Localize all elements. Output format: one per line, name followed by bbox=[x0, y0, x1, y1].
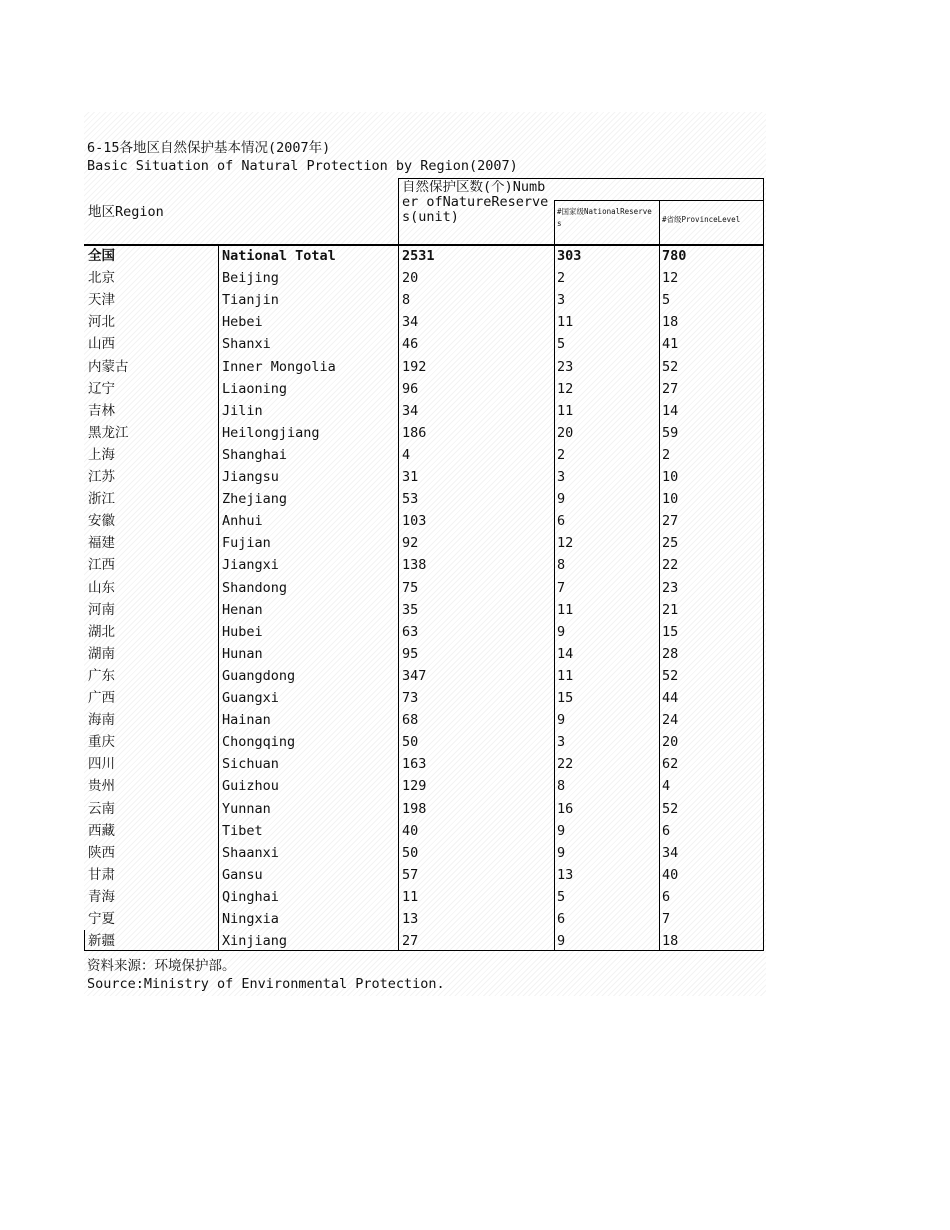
cell-region-en: Shanghai bbox=[222, 446, 288, 463]
cell-national: 6 bbox=[557, 513, 566, 530]
cell-region-cn: 四川 bbox=[88, 756, 115, 773]
col-line-left-stub bbox=[84, 930, 85, 951]
cell-region-en: Hebei bbox=[222, 314, 263, 331]
cell-province: 18 bbox=[662, 933, 679, 950]
col-line-right bbox=[763, 178, 764, 951]
cell-region-cn: 天津 bbox=[88, 292, 115, 309]
cell-region-cn: 上海 bbox=[88, 446, 115, 463]
cell-province: 27 bbox=[662, 380, 679, 397]
cell-province: 14 bbox=[662, 402, 679, 419]
cell-national: 3 bbox=[557, 734, 566, 751]
cell-total: 95 bbox=[402, 645, 419, 662]
cell-province: 5 bbox=[662, 292, 671, 309]
cell-national: 8 bbox=[557, 778, 566, 795]
table-bottom-line bbox=[84, 950, 764, 951]
cell-national: 9 bbox=[557, 712, 566, 729]
cell-region-en: Shandong bbox=[222, 579, 288, 596]
cell-region-en: Hainan bbox=[222, 712, 271, 729]
cell-total: 75 bbox=[402, 579, 419, 596]
source-en: Source:Ministry of Environmental Protection. bbox=[87, 976, 445, 992]
header-region: 地区Region bbox=[88, 204, 164, 220]
cell-province: 52 bbox=[662, 667, 679, 684]
header-national: #国家级NationalReserves bbox=[557, 207, 652, 228]
cell-province: 62 bbox=[662, 756, 679, 773]
cell-province: 7 bbox=[662, 911, 671, 927]
cell-province: 41 bbox=[662, 336, 679, 353]
cell-province: 12 bbox=[662, 270, 679, 287]
cell-total: 192 bbox=[402, 358, 427, 375]
cell-region-en: Guangdong bbox=[222, 667, 296, 684]
cell-region-cn: 海南 bbox=[88, 712, 115, 729]
header-province: #省级ProvinceLevel bbox=[662, 215, 741, 224]
cell-province: 52 bbox=[662, 800, 679, 817]
cell-total: 96 bbox=[402, 380, 419, 397]
cell-region-cn: 内蒙古 bbox=[88, 358, 129, 375]
cell-region-en: Zhejiang bbox=[222, 491, 288, 508]
cell-province: 21 bbox=[662, 601, 679, 618]
cell-province: 44 bbox=[662, 690, 679, 706]
cell-region-en: Liaoning bbox=[222, 380, 288, 397]
cell-total: 27 bbox=[402, 933, 419, 950]
cell-province: 27 bbox=[662, 513, 679, 530]
cell-region-cn: 安徽 bbox=[88, 513, 115, 530]
cell-national: 23 bbox=[557, 358, 574, 375]
cell-region-cn: 陕西 bbox=[88, 844, 115, 861]
cell-total: 2531 bbox=[402, 248, 435, 264]
cell-region-cn: 贵州 bbox=[88, 778, 115, 795]
cell-national: 9 bbox=[557, 933, 566, 950]
cell-region-en: Hunan bbox=[222, 645, 263, 662]
cell-region-en: Sichuan bbox=[222, 756, 279, 773]
cell-province: 25 bbox=[662, 535, 679, 552]
cell-total: 46 bbox=[402, 336, 419, 353]
cell-national: 12 bbox=[557, 380, 574, 397]
cell-province: 40 bbox=[662, 866, 679, 883]
cell-region-en: Jiangsu bbox=[222, 469, 279, 485]
cell-region-en: Qinghai bbox=[222, 888, 279, 905]
cell-national: 3 bbox=[557, 469, 566, 485]
cell-region-en: Tianjin bbox=[222, 292, 279, 309]
cell-total: 138 bbox=[402, 557, 427, 574]
cell-region-cn: 河南 bbox=[88, 601, 115, 618]
cell-region-en: Jiangxi bbox=[222, 557, 279, 574]
cell-province: 10 bbox=[662, 469, 679, 485]
cell-national: 9 bbox=[557, 623, 566, 640]
cell-province: 52 bbox=[662, 358, 679, 375]
cell-total: 34 bbox=[402, 314, 419, 331]
cell-province: 2 bbox=[662, 446, 671, 463]
cell-national: 9 bbox=[557, 844, 566, 861]
cell-total: 40 bbox=[402, 822, 419, 839]
cell-region-cn: 广东 bbox=[88, 667, 115, 684]
col-line-1 bbox=[218, 245, 219, 951]
cell-national: 5 bbox=[557, 888, 566, 905]
cell-region-cn: 吉林 bbox=[88, 402, 115, 419]
cell-province: 4 bbox=[662, 778, 671, 795]
cell-region-en: Anhui bbox=[222, 513, 263, 530]
cell-province: 22 bbox=[662, 557, 679, 574]
cell-national: 20 bbox=[557, 424, 574, 441]
cell-total: 68 bbox=[402, 712, 419, 729]
cell-region-en: Guangxi bbox=[222, 690, 279, 706]
cell-region-en: Fujian bbox=[222, 535, 271, 552]
cell-region-cn: 湖北 bbox=[88, 623, 115, 640]
cell-region-cn: 河北 bbox=[88, 314, 115, 331]
cell-national: 7 bbox=[557, 579, 566, 596]
cell-national: 11 bbox=[557, 601, 574, 618]
cell-province: 24 bbox=[662, 712, 679, 729]
cell-total: 35 bbox=[402, 601, 419, 618]
header-top-line bbox=[398, 178, 764, 179]
cell-region-en: Shaanxi bbox=[222, 844, 279, 861]
cell-province: 6 bbox=[662, 888, 671, 905]
cell-national: 9 bbox=[557, 822, 566, 839]
cell-total: 31 bbox=[402, 469, 419, 485]
cell-total: 347 bbox=[402, 667, 427, 684]
cell-national: 6 bbox=[557, 911, 566, 927]
cell-province: 18 bbox=[662, 314, 679, 331]
cell-region-cn: 山东 bbox=[88, 579, 115, 596]
cell-region-cn: 江苏 bbox=[88, 469, 115, 485]
cell-region-cn: 西藏 bbox=[88, 822, 115, 839]
cell-region-en: Xinjiang bbox=[222, 933, 288, 950]
cell-national: 3 bbox=[557, 292, 566, 309]
cell-national: 8 bbox=[557, 557, 566, 574]
cell-total: 8 bbox=[402, 292, 411, 309]
cell-region-cn: 黑龙江 bbox=[88, 424, 129, 441]
cell-region-en: National Total bbox=[222, 248, 336, 264]
cell-region-en: Guizhou bbox=[222, 778, 279, 795]
col-line-4 bbox=[659, 200, 660, 951]
cell-national: 2 bbox=[557, 446, 566, 463]
cell-national: 12 bbox=[557, 535, 574, 552]
cell-region-cn: 重庆 bbox=[88, 734, 115, 751]
cell-region-en: Jilin bbox=[222, 402, 263, 419]
cell-region-en: Hubei bbox=[222, 623, 263, 640]
cell-national: 22 bbox=[557, 756, 574, 773]
cell-region-cn: 宁夏 bbox=[88, 911, 115, 927]
source-cn: 资料来源：环境保护部。 bbox=[87, 958, 236, 974]
cell-total: 103 bbox=[402, 513, 427, 530]
cell-region-en: Beijing bbox=[222, 270, 279, 287]
cell-region-cn: 北京 bbox=[88, 270, 115, 287]
cell-province: 23 bbox=[662, 579, 679, 596]
cell-national: 13 bbox=[557, 866, 574, 883]
cell-province: 6 bbox=[662, 822, 671, 839]
cell-province: 15 bbox=[662, 623, 679, 640]
cell-total: 186 bbox=[402, 424, 427, 441]
cell-region-en: Tibet bbox=[222, 822, 263, 839]
cell-region-en: Shanxi bbox=[222, 336, 271, 353]
cell-region-cn: 浙江 bbox=[88, 491, 115, 508]
cell-total: 163 bbox=[402, 756, 427, 773]
cell-total: 50 bbox=[402, 734, 419, 751]
cell-region-en: Inner Mongolia bbox=[222, 358, 336, 375]
cell-region-en: Ningxia bbox=[222, 911, 279, 927]
cell-region-cn: 湖南 bbox=[88, 645, 115, 662]
cell-total: 11 bbox=[402, 888, 419, 905]
cell-province: 34 bbox=[662, 844, 679, 861]
cell-national: 11 bbox=[557, 314, 574, 331]
cell-region-en: Heilongjiang bbox=[222, 424, 320, 441]
cell-total: 92 bbox=[402, 535, 419, 552]
cell-total: 13 bbox=[402, 911, 419, 927]
cell-region-cn: 云南 bbox=[88, 800, 115, 817]
cell-national: 303 bbox=[557, 248, 582, 264]
cell-national: 11 bbox=[557, 402, 574, 419]
cell-province: 10 bbox=[662, 491, 679, 508]
cell-province: 780 bbox=[662, 248, 687, 264]
cell-national: 5 bbox=[557, 336, 566, 353]
cell-total: 34 bbox=[402, 402, 419, 419]
cell-province: 20 bbox=[662, 734, 679, 751]
cell-region-en: Chongqing bbox=[222, 734, 296, 751]
cell-total: 50 bbox=[402, 844, 419, 861]
cell-region-cn: 福建 bbox=[88, 535, 115, 552]
cell-total: 4 bbox=[402, 446, 411, 463]
cell-total: 20 bbox=[402, 270, 419, 287]
cell-national: 16 bbox=[557, 800, 574, 817]
table-title-en: Basic Situation of Natural Protection by Region(2007) bbox=[87, 158, 518, 174]
cell-region-cn: 江西 bbox=[88, 557, 115, 574]
cell-region-cn: 甘肃 bbox=[88, 866, 115, 883]
cell-national: 9 bbox=[557, 491, 566, 508]
col-line-2 bbox=[398, 178, 399, 951]
cell-total: 63 bbox=[402, 623, 419, 640]
cell-region-cn: 新疆 bbox=[88, 933, 115, 950]
cell-national: 14 bbox=[557, 645, 574, 662]
header-bottom-line bbox=[84, 244, 764, 246]
cell-region-en: Yunnan bbox=[222, 800, 271, 817]
cell-national: 11 bbox=[557, 667, 574, 684]
cell-total: 129 bbox=[402, 778, 427, 795]
cell-national: 2 bbox=[557, 270, 566, 287]
cell-region-cn: 全国 bbox=[88, 248, 115, 264]
cell-region-cn: 辽宁 bbox=[88, 380, 115, 397]
cell-region-cn: 广西 bbox=[88, 690, 115, 706]
cell-total: 57 bbox=[402, 866, 419, 883]
cell-region-cn: 山西 bbox=[88, 336, 115, 353]
header-total: 自然保护区数(个)Number ofNatureReserves(unit) bbox=[402, 180, 549, 225]
cell-region-en: Gansu bbox=[222, 866, 263, 883]
cell-total: 198 bbox=[402, 800, 427, 817]
cell-total: 73 bbox=[402, 690, 419, 706]
cell-province: 28 bbox=[662, 645, 679, 662]
col-line-3 bbox=[554, 200, 555, 951]
table-title-cn: 6-15各地区自然保护基本情况(2007年) bbox=[87, 140, 331, 156]
cell-province: 59 bbox=[662, 424, 679, 441]
cell-national: 15 bbox=[557, 690, 574, 706]
cell-region-en: Henan bbox=[222, 601, 263, 618]
cell-total: 53 bbox=[402, 491, 419, 508]
cell-region-cn: 青海 bbox=[88, 888, 115, 905]
